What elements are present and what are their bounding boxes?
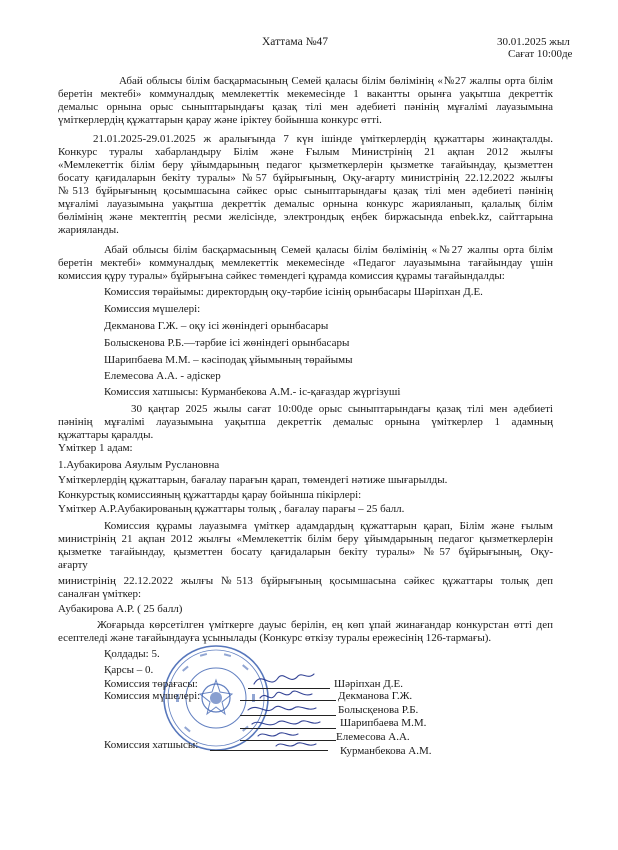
document-date: 30.01.2025 жыл (497, 36, 570, 48)
commission-chair: Комиссия төрайымы: директордың оқу-тәрбие ісінің орынбасары Шәріпхан Д.Е. (104, 286, 483, 298)
signature-name: Шәріпхан Д.Е. (334, 678, 404, 690)
paragraph-line: есептеледі және тағайындауға ұсынылады (Конкурс өткізу туралы ережесінің 126-тармағы). (58, 632, 492, 644)
candidate-name: 1.Аубакирова Аяулым Руслановна (58, 459, 220, 471)
paragraph-line: №513 бұйрығының қосымшасына сәйкес орыс сыныптарындағы қазақ тілі мен әдебиеті пәнінің (58, 185, 553, 197)
signature-name: Елемесова А.А. (336, 731, 410, 743)
signature-name: Болысқенова Р.Б. (338, 704, 419, 716)
score-line: Үміткер А.Р.Аубакированың құжаттары толық , бағалау парағы – 25 балл. (58, 503, 405, 515)
paragraph-line: пәнінің мұғалімі лауазымына уақытша декреттік демалыс орнына үміткерлер 1 адамның (58, 416, 553, 428)
signature-name: Курманбекова А.М. (340, 745, 432, 757)
signature-chair-label: Комиссия төрағасы: (104, 678, 198, 690)
paragraph-line: Абай облысы білім басқармасының Семей қаласы білім бөлімінің «№27 жалпы орта білім (119, 75, 553, 87)
signature-secretary-label: Комиссия хатшысы: (104, 739, 199, 751)
paragraph-line: жарияланды. (58, 224, 119, 236)
paragraph-line: құжаттары қаралды. (58, 429, 154, 441)
votes-for: Қолдады: 5. (104, 648, 160, 660)
paragraph-line: қызметке тағайындау, қызметтен босату қағидаларын бекіту туралы» №57 бұйрығының, Оқу- (58, 546, 553, 558)
paragraph-line: Абай облысы білім басқармасының Семей қаласы білім бөлімінің «№27 жалпы орта білім (104, 244, 553, 256)
document-time: Сағат 10:00де (508, 48, 573, 60)
paragraph-line: 30 қаңтар 2025 жылы сағат 10:00де орыс сыныптарындағы қазақ тілі мен әдебиеті (131, 403, 553, 415)
paragraph-line: Аубакирова А.Р. ( 25 балл) (58, 603, 183, 615)
commission-member: Декманова Г.Ж. – оқу ісі жөніндегі орынбасары (104, 320, 329, 332)
paragraph-line: комиссия құру туралы» бұйрығына сәйкес төмендегі құрамда комиссия құрамы тағайындалды: (58, 270, 505, 282)
votes-against: Қарсы – 0. (104, 664, 154, 676)
paragraph-line: босату қағидаларын бекіту туралы» №57 бұйрығының, Оқу-ағарту министрінің 22.12.2022 жылғы (58, 172, 553, 184)
signature-name: Шарипбаева М.М. (340, 717, 427, 729)
commission-secretary: Комиссия хатшысы: Курманбекова А.М.- іс-қағаздар жүргізуші (104, 386, 401, 398)
commission-member: Шарипбаева М.М. – кәсіподақ ұйымының төрайымы (104, 354, 353, 366)
paragraph-line: 21.01.2025-29.01.2025 ж аралығында 7 күн ішінде үміткерлердің құжаттары жинақталды. (93, 133, 553, 145)
paragraph-line: Жоғарыда көрсетілген үміткерге дауыс берілін, ең көп ұпай жинағандар конкурстан өтті деп (97, 619, 553, 631)
candidate-count: Үміткер 1 адам: (58, 442, 133, 454)
result-line: Үміткерлердің құжаттарын, бағалау парағын қарап, төмендегі нәтиже шығарылды. (58, 474, 448, 486)
paragraph-line: «Мемлекеттік білім беру ұйымдарының педагог қызметкерлерін қызметке тағайындау, қызметтен (58, 159, 553, 171)
signature-name: Декманова Г.Ж. (338, 690, 413, 702)
paragraph-line: Комиссия құрамы лауазымға үміткер адамдардың құжаттарын қарап, Білім және ғылым (104, 520, 553, 532)
commission-members-label: Комиссия мүшелері: (104, 303, 201, 315)
paragraph-line: беретін мектебі» коммуналдық мемлекеттік мекемесінде 1 вакантты орынға уақытша декреттік (58, 88, 553, 100)
paragraph-line: мұғалімі лауазымына уақытша декреттік демалыс орнына конкурс жарияланып, қалалық білім (58, 198, 553, 210)
paragraph-line: демалыс орнына орыс сыныптарындағы қазақ тілі мен әдебиеті пәнінің мұғалімі лауазымына (58, 101, 553, 113)
document-title: Хаттама №47 (262, 36, 329, 48)
paragraph-line: ағарту (58, 559, 88, 571)
signature-members-label: Комиссия мүшелері: (104, 690, 201, 702)
paragraph-line: беретін мектебі» коммуналдық мемлекеттік мекемесінде «Педагог лауазымына тағайындау үшін (58, 257, 553, 269)
paragraph-line: саналған үміткер: (58, 588, 142, 600)
paragraph-line: бөлімінің және мектептің ресми желісінде, электрондық еңбек биржасында enbek.kz, сайттарына (58, 211, 553, 223)
commission-member: Елемесова А.А. - әдіскер (104, 370, 221, 382)
opinion-line: Конкурстық комиссияның құжаттарды қарау бойынша пікірлері: (58, 489, 362, 501)
paragraph-line: Конкурс туралы хабарландыру Білім және Ғылым Министрінің 21 ақпан 2012 жылғы (58, 146, 553, 158)
paragraph-line: министрінің 21 ақпан 2012 жылғы «Мемлекеттік білім беру ұйымдарының педагог қызметкерлерін (58, 533, 553, 545)
handwritten-signatures (240, 664, 330, 754)
paragraph-line: министрінің 22.12.2022 жылғы №513 бұйрығының қосымшасына сәйкес құжаттары толық деп (58, 575, 553, 587)
paragraph-line: үміткерлердің құжаттарын қарау және іріктеу бойынша конкурс өтті. (58, 114, 382, 126)
commission-member: Болыскенова Р.Б.—тәрбие ісі жөніндегі орынбасары (104, 337, 350, 349)
